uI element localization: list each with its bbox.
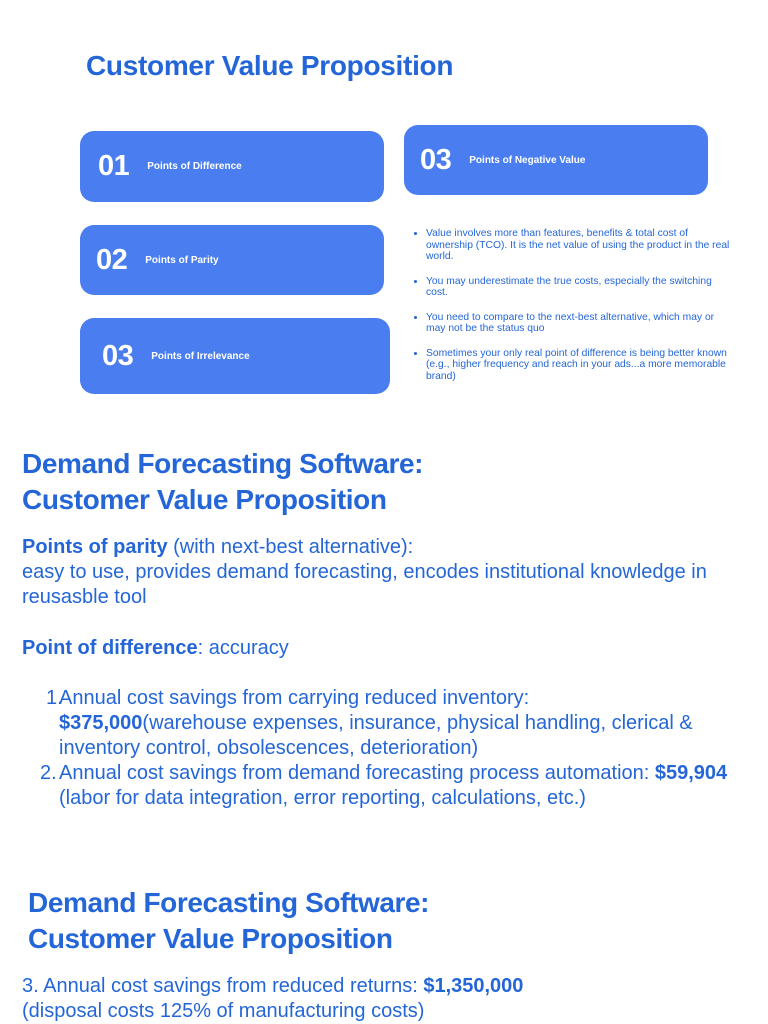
- list-item: [22, 761, 742, 811]
- difference-text: : accuracy: [197, 637, 289, 659]
- parity-qualifier: (with next-best alternative):: [167, 536, 414, 558]
- card-number: 03: [102, 339, 134, 372]
- list-item: • Value involves more than features, benefits & total cost of ownership (TCO). It is the net value of using the product in the real world.: [426, 228, 736, 263]
- item-amount: $375,000: [59, 712, 143, 734]
- card-points-of-irrelevance: [80, 318, 390, 394]
- value-bullet-list: [412, 228, 736, 395]
- list-item: • You need to compare to the next-best alternative, which may or may not be the status quo: [426, 312, 736, 335]
- savings-list: [22, 686, 742, 811]
- slide1-title: Customer Value Proposition: [86, 50, 454, 81]
- item-lead: Annual cost savings from carrying reduced inventory:: [59, 687, 530, 709]
- title-line: Customer Value Proposition: [28, 923, 393, 954]
- item-number: 1.: [46, 687, 63, 709]
- list-item: [22, 686, 742, 761]
- card-label: Points of Negative Value: [469, 154, 586, 166]
- parity-text: easy to use, provides demand forecasting, encodes institutional knowledge in reusasble tool: [22, 561, 707, 608]
- card-points-of-difference: [80, 131, 384, 202]
- title-line: Demand Forecasting Software:: [28, 887, 430, 918]
- card-number: 02: [96, 243, 128, 276]
- card-number: 03: [420, 143, 452, 176]
- point-of-difference-paragraph: [22, 636, 742, 661]
- item-lead: Annual cost savings from demand forecasting process automation:: [59, 762, 655, 784]
- item-detail: (warehouse expenses, insurance, physical handling, clerical & inventory control, obsolescences, deterioration): [59, 712, 693, 759]
- parity-label: Points of parity: [22, 536, 168, 558]
- slide2-title: [22, 446, 423, 518]
- item-number: 2.: [40, 762, 57, 784]
- card-label: Points of Difference: [147, 161, 242, 172]
- card-label: Points of Parity: [145, 254, 219, 266]
- card-points-of-negative-value: [404, 125, 708, 195]
- title-line: Customer Value Proposition: [22, 484, 387, 515]
- item-amount: $59,904: [654, 762, 728, 784]
- list-item: • You may underestimate the true costs, especially the switching cost.: [426, 276, 736, 299]
- points-of-parity-paragraph: [22, 535, 742, 610]
- list-item: • Sometimes your only real point of difference is being better known (e.g., higher frequency and reach in your ads...a more memorable brand): [426, 348, 736, 383]
- card-points-of-parity: [80, 225, 384, 295]
- returns-savings-paragraph: [22, 974, 742, 1024]
- item-amount: $1,350,000: [423, 975, 524, 997]
- slide3-title: [28, 885, 429, 957]
- difference-label: Point of difference: [22, 637, 198, 659]
- item-detail: (labor for data integration, error reporting, calculations, etc.): [59, 787, 586, 809]
- card-label: Points of Irrelevance: [151, 350, 250, 362]
- card-number: 01: [98, 150, 130, 182]
- title-line: Demand Forecasting Software:: [22, 448, 424, 479]
- item-detail: (disposal costs 125% of manufacturing costs): [22, 1000, 425, 1022]
- item-text: 3. Annual cost savings from reduced returns:: [22, 975, 424, 997]
